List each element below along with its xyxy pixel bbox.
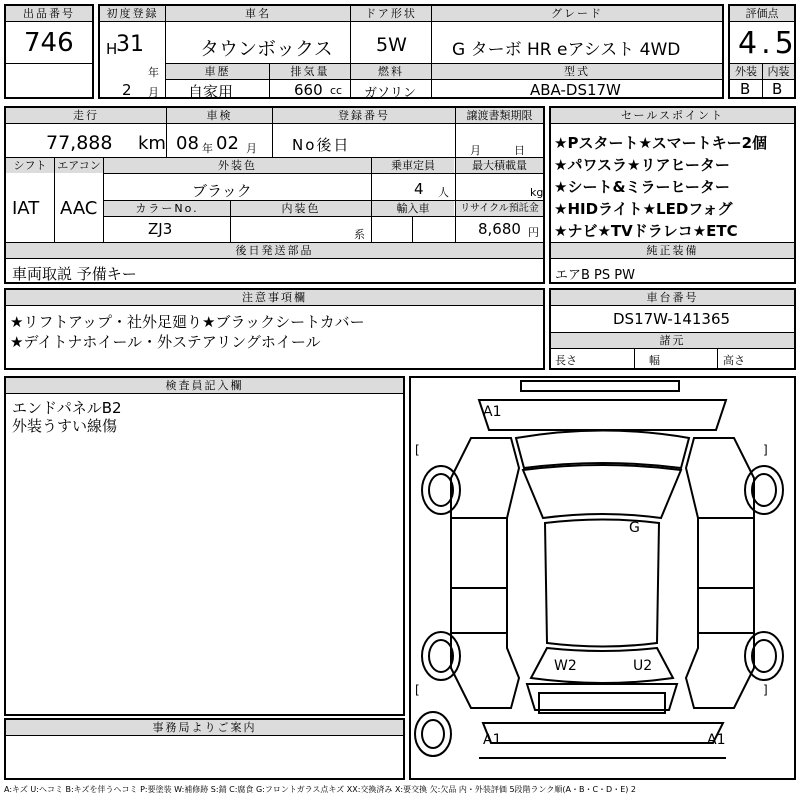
- svg-text:]: ]: [763, 443, 768, 457]
- load-unit: kg: [530, 186, 544, 199]
- door-label: ドア形状: [351, 6, 431, 21]
- shift-type: IAT: [12, 198, 40, 219]
- exterior-label: 外装: [730, 64, 762, 79]
- int-color-label: 内装色: [231, 201, 371, 216]
- svg-text:[: [: [415, 443, 420, 457]
- sales-point-2: ★パワスラ★リアヒーター: [554, 156, 730, 174]
- recycle-label: リサイクル預託金: [456, 201, 543, 216]
- mark-bottom-left: A1: [483, 732, 502, 748]
- month-unit: 月: [148, 86, 159, 99]
- mark-windshield: G: [629, 520, 640, 536]
- mark-front-left: A1: [483, 404, 502, 420]
- transfer-month: 月: [470, 144, 481, 157]
- svg-text:[: [: [415, 683, 420, 697]
- seating-capacity: 4: [414, 180, 424, 198]
- sales-points-label: セールスポイント: [551, 108, 794, 123]
- mark-rear-left: W2: [554, 658, 577, 674]
- chassis-number: DS17W-141365: [613, 310, 731, 328]
- ext-color-label: 外装色: [104, 158, 371, 173]
- displacement: 660: [294, 81, 323, 99]
- recycle-unit: 円: [528, 226, 539, 239]
- vehicle-detail-grid: [4, 106, 545, 284]
- later-parts-label: 後日発送部品: [6, 243, 543, 258]
- mileage-label: 走行: [6, 108, 166, 123]
- svg-text:]: ]: [763, 683, 768, 697]
- chassis-box: [549, 288, 796, 370]
- ac-label: エアコン: [55, 158, 103, 173]
- legend-footer: A:キズ U:ヘコミ B:キズを伴うヘコミ P:要塗装 W:補修跡 S:錆 C:腐食 G:フロントガラス点キズ XX:交換済み X:要交換 欠:欠品 内・外装評価 5段階ランク順(A・B・C・D・E) 2: [4, 785, 637, 794]
- inspection-year-unit: 年: [202, 142, 213, 155]
- grade: G ターボ HR eアシスト 4WD: [452, 40, 681, 60]
- height-label: 高さ: [723, 354, 745, 367]
- era: H: [106, 40, 118, 58]
- year-unit: 年: [148, 66, 159, 79]
- inspection-year: 08: [176, 133, 199, 154]
- registration-number: No後日: [292, 136, 351, 154]
- mileage: 77,888: [46, 132, 113, 154]
- door-type: 5W: [376, 34, 407, 56]
- exterior-grade: B: [740, 80, 751, 98]
- later-parts: 車両取説 予備キー: [12, 265, 137, 283]
- capacity-unit: 人: [438, 186, 449, 199]
- equipment: エアB PS PW: [555, 268, 635, 283]
- vehicle-history: 自家用: [188, 83, 234, 101]
- sales-point-4: ★HIDライト★LEDフォグ: [554, 200, 733, 218]
- transfer-label: 譲渡書類期限: [456, 108, 543, 123]
- notes-box: [4, 288, 545, 370]
- mark-bottom-right: A1: [707, 732, 726, 748]
- note-line-1: ★リフトアップ・社外足廻り★ブラックシートカバー: [10, 313, 365, 331]
- lot-number: 746: [24, 28, 74, 58]
- fuel-label: 燃料: [351, 64, 431, 79]
- sales-points-box: [549, 106, 796, 284]
- first-reg-label: 初度登録: [100, 6, 165, 21]
- sales-point-3: ★シート&ミラーヒーター: [554, 178, 730, 196]
- capacity-label: 乗車定員: [372, 158, 454, 173]
- car-name-label: 車名: [166, 6, 350, 21]
- import-label: 輸入車: [372, 201, 454, 216]
- interior-label: 内装: [763, 64, 794, 79]
- exterior-color: ブラック: [192, 182, 252, 200]
- color-no-label: カラーNo.: [104, 201, 230, 216]
- mileage-unit: km: [138, 133, 166, 154]
- width-label: 幅: [649, 354, 660, 367]
- model-label: 型式: [432, 64, 722, 79]
- inspector-box: [4, 376, 405, 716]
- sales-point-5: ★ナビ★TVドラレコ★ETC: [554, 222, 738, 240]
- car-name: タウンボックス: [200, 38, 333, 60]
- office-box: [4, 718, 405, 780]
- fuel: ガソリン: [364, 86, 417, 101]
- grade-label: グレード: [432, 6, 722, 21]
- ac-type: AAC: [60, 198, 98, 219]
- inspector-line-1: エンドパネルB2: [12, 399, 122, 417]
- interior-grade: B: [772, 80, 783, 98]
- lot-number-box: [4, 4, 94, 99]
- transfer-day: 日: [514, 144, 525, 157]
- vehicle-info-grid: [98, 4, 724, 99]
- inspector-line-2: 外装うすい線傷: [12, 417, 118, 435]
- inspector-label: 検査員記入欄: [6, 378, 403, 393]
- inspection-label: 車検: [167, 108, 272, 123]
- office-label: 事務局よりご案内: [6, 720, 403, 735]
- chassis-label: 車台番号: [551, 290, 794, 305]
- recycle-fee: 8,680: [478, 220, 521, 238]
- displacement-unit: cc: [330, 84, 343, 97]
- load-label: 最大積載量: [456, 158, 543, 173]
- length-label: 長さ: [555, 354, 577, 367]
- notes-label: 注意事項欄: [6, 290, 543, 305]
- first-reg-year: 31: [116, 32, 144, 57]
- inspection-month: 02: [216, 133, 239, 154]
- displacement-label: 排気量: [270, 64, 350, 79]
- history-label: 車歴: [166, 64, 269, 79]
- overall-score: 4.5: [738, 26, 798, 61]
- score-label: 評価点: [730, 6, 794, 21]
- equipment-label: 純正装備: [551, 243, 794, 258]
- int-color-unit: 系: [354, 228, 365, 241]
- reg-no-label: 登録番号: [273, 108, 455, 123]
- inspection-month-unit: 月: [246, 142, 257, 155]
- model-code: ABA-DS17W: [530, 81, 621, 99]
- lot-number-label: 出品番号: [6, 6, 92, 21]
- damage-diagram: [409, 376, 796, 780]
- car-outline-diagram: [411, 378, 794, 778]
- mark-rear-right: U2: [633, 658, 653, 674]
- color-number: ZJ3: [148, 220, 173, 238]
- score-box: [728, 4, 796, 99]
- sales-point-1: ★Pスタート★スマートキー2個: [554, 134, 768, 152]
- shift-label: シフト: [6, 158, 54, 173]
- dimensions-label: 諸元: [551, 333, 794, 348]
- first-reg-month: 2: [122, 81, 132, 99]
- note-line-2: ★デイトナホイール・外ステアリングホイール: [10, 333, 321, 351]
